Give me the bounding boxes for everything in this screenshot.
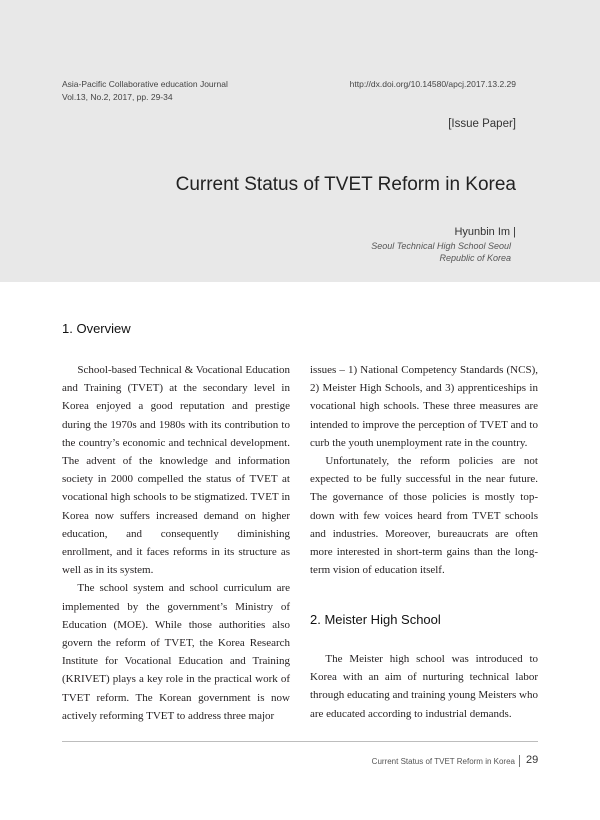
section-heading-overview: 1. Overview [62, 321, 131, 336]
paper-title: Current Status of TVET Reform in Korea [175, 174, 516, 195]
doi-link[interactable]: http://dx.doi.org/10.14580/apcj.2017.13.2.29 [349, 79, 516, 89]
body-column-right [310, 361, 538, 579]
body-column-right-meister [310, 650, 538, 723]
body-paragraph: The school system and school curriculum are implemented by the government’s Ministry of Education (MOE). While those authorities also govern the reform of TVET, the Korea Research Institute for Vocational Education and Training (KRIVET) plays a key role in the practical work of TVET reform. The Korean government is now actively reforming TVET to address three major [62, 582, 290, 722]
footer-rule [62, 741, 538, 742]
folio-divider [519, 755, 520, 767]
body-paragraph: The Meister high school was introduced to Korea with an aim of nurturing technical labor through educating and training young Meisters who are educated according to industrial demands. [310, 653, 538, 720]
body-column-left [62, 361, 290, 725]
affiliation-line: Republic of Korea [439, 253, 511, 263]
author-name: Hyunbin Im | [454, 226, 516, 238]
body-paragraph: Unfortunately, the reform policies are not expected to be fully successful in the near future. The governance of those policies is mostly top-down with few voices heard from TVET schools and industries. Moreover, bureaucrats are often more interested in short-term gains than the long-term vision of education itself. [310, 455, 538, 577]
body-paragraph: School-based Technical & Vocational Education and Training (TVET) at the secondary level in Korea enjoyed a good reputation and prestige during the 1970s and 1980s with its contribution to the country’s economic and technical development. The advent of the knowledge and information society in 2000 compelled the status of TVET at vocational high schools to be stigmatized. TVET in Korea now suffers increased demand on higher education, and consequently diminishing enrollment, and it faces reforms in its structure as well as in its system. [62, 364, 290, 577]
paper-type: [Issue Paper] [448, 118, 516, 130]
author-affiliation [371, 240, 511, 264]
body-paragraph: issues – 1) National Competency Standards (NCS), 2) Meister High Schools, and 3) apprenticeships in vocational high schools. These three measures are intended to improve the perception of TVET and to curb the youth unemployment rate in the country. [310, 364, 538, 449]
affiliation-line: Seoul Technical High School Seoul [371, 241, 511, 251]
running-title: Current Status of TVET Reform in Korea [371, 757, 515, 766]
journal-name: Asia-Pacific Collaborative education Journal [62, 79, 228, 89]
page-number: 29 [526, 754, 539, 766]
section-heading-meister: 2. Meister High School [310, 612, 441, 627]
journal-volume: Vol.13, No.2, 2017, pp. 29-34 [62, 92, 173, 102]
